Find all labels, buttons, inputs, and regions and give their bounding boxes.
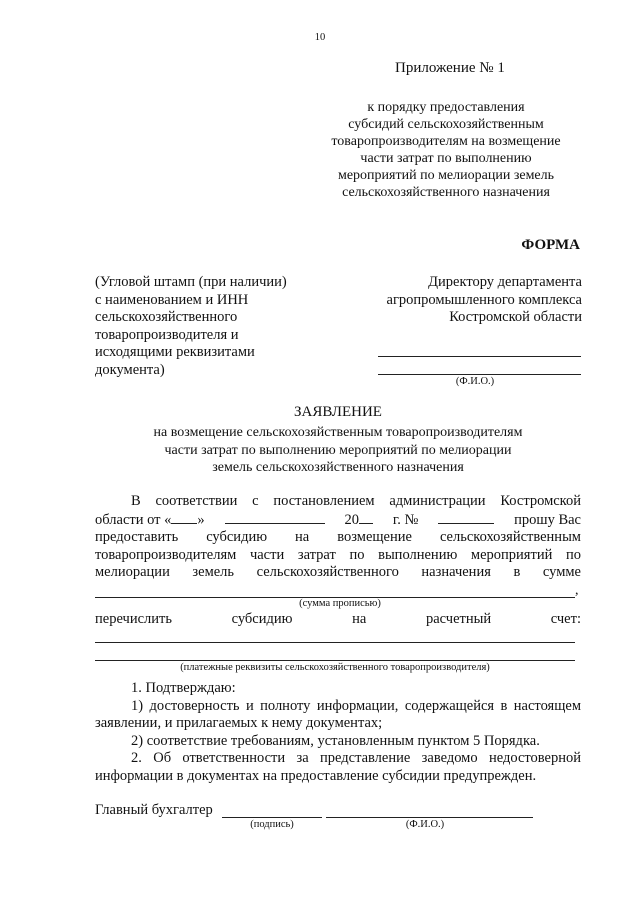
page-number: 10 <box>314 32 326 43</box>
responsibility-b: информации в документах на предоставление субсидии предупрежден. <box>95 767 537 784</box>
corner-stamp-block <box>95 274 325 379</box>
confirm-item-2: 2) соответствие требованиям, установленным пунктом 5 Порядка. <box>131 732 540 749</box>
responsibility-a: 2. Об ответственности за представление заведомо недостоверной <box>131 750 581 766</box>
addressee-line: Директору департамента <box>428 274 582 290</box>
statement-body <box>95 493 581 582</box>
sum-caption: (сумма прописью) <box>299 598 381 609</box>
appendix-title: Приложение № 1 <box>395 60 505 76</box>
decree-number-field[interactable] <box>438 511 494 524</box>
payment-details-caption: (платежные реквизиты сельскохозяйственного товаропроизводителя) <box>180 662 490 673</box>
body-line-1: В соответствии с постановлением администрации Костромской <box>131 493 581 509</box>
signature-field[interactable] <box>222 817 322 818</box>
statement-subtitle <box>95 424 581 477</box>
addressee-name-line-1[interactable] <box>378 356 581 357</box>
appendix-line: мероприятий по мелиорации земель <box>337 168 555 183</box>
body-line-6: перечислить субсидию на расчетный счет: <box>95 611 581 627</box>
subtitle-line: части затрат по выполнению мероприятий по мелиорации <box>164 442 512 458</box>
subtitle-line: на возмещение сельскохозяйственным товаропроизводителям <box>153 425 523 440</box>
signature-caption: (подпись) <box>250 819 294 830</box>
subtitle-line: земель сельскохозяйственного назначения <box>212 460 464 475</box>
stamp-line: исходящими реквизитами <box>95 344 255 360</box>
addressee-block <box>340 274 582 327</box>
body-line-3: предоставить субсидию на возмещение сельскохозяйственным <box>95 529 581 545</box>
signature-fio-caption: (Ф.И.О.) <box>405 819 445 830</box>
stamp-line: товаропроизводителя и <box>95 326 239 343</box>
addressee-line: Костромской области <box>449 309 582 325</box>
payment-details-field-1[interactable] <box>95 642 575 643</box>
stamp-line: сельскохозяйственного <box>95 309 238 325</box>
confirm-item-1b: заявлении, и прилагаемых к нему документах; <box>95 715 383 731</box>
body-line-2-year: 20 <box>344 511 373 530</box>
appendix-line: части затрат по выполнению <box>360 151 532 166</box>
body-line-2-from: области от « » <box>95 511 205 528</box>
month-field[interactable] <box>225 511 325 524</box>
appendix-line: товаропроизводителям на возмещение <box>331 134 561 149</box>
confirm-title: 1. Подтверждаю: <box>131 680 236 696</box>
form-label: ФОРМА <box>521 237 580 253</box>
body-line-2 <box>95 511 581 530</box>
body-line-4: товаропроизводителям части затрат по выполнению мероприятий по <box>95 546 581 563</box>
appendix-line: к порядку предоставления <box>367 100 525 115</box>
appendix-line: субсидий сельскохозяйственным <box>348 117 544 132</box>
stamp-line: документа) <box>95 361 165 378</box>
addressee-line: агропромышленного комплекса <box>386 291 582 308</box>
confirmation-section <box>95 680 581 785</box>
body-line-2-number-label: г. № <box>392 511 419 528</box>
confirm-item-1a: 1) достоверность и полноту информации, содержащейся в настоящем <box>131 697 581 714</box>
statement-title: ЗАЯВЛЕНИЕ <box>294 404 382 420</box>
sum-comma: , <box>575 583 579 598</box>
stamp-line: (Угловой штамп (при наличии) <box>95 274 287 290</box>
payment-details-field-2[interactable] <box>95 660 575 661</box>
day-field[interactable] <box>171 511 197 524</box>
year-field[interactable] <box>359 511 373 524</box>
chief-accountant-label: Главный бухгалтер <box>95 802 213 818</box>
body-line-5: мелиорации земель сельскохозяйственного назначения в сумме <box>95 564 581 580</box>
appendix-description <box>300 99 592 201</box>
addressee-name-line-2[interactable] <box>378 374 581 375</box>
appendix-line: сельскохозяйственного назначения <box>342 185 550 200</box>
stamp-line: с наименованием и ИНН <box>95 291 249 308</box>
fio-caption: (Ф.И.О.) <box>455 376 495 387</box>
body-line-2-request: прошу Вас <box>514 511 581 528</box>
signature-fio-field[interactable] <box>326 817 533 818</box>
